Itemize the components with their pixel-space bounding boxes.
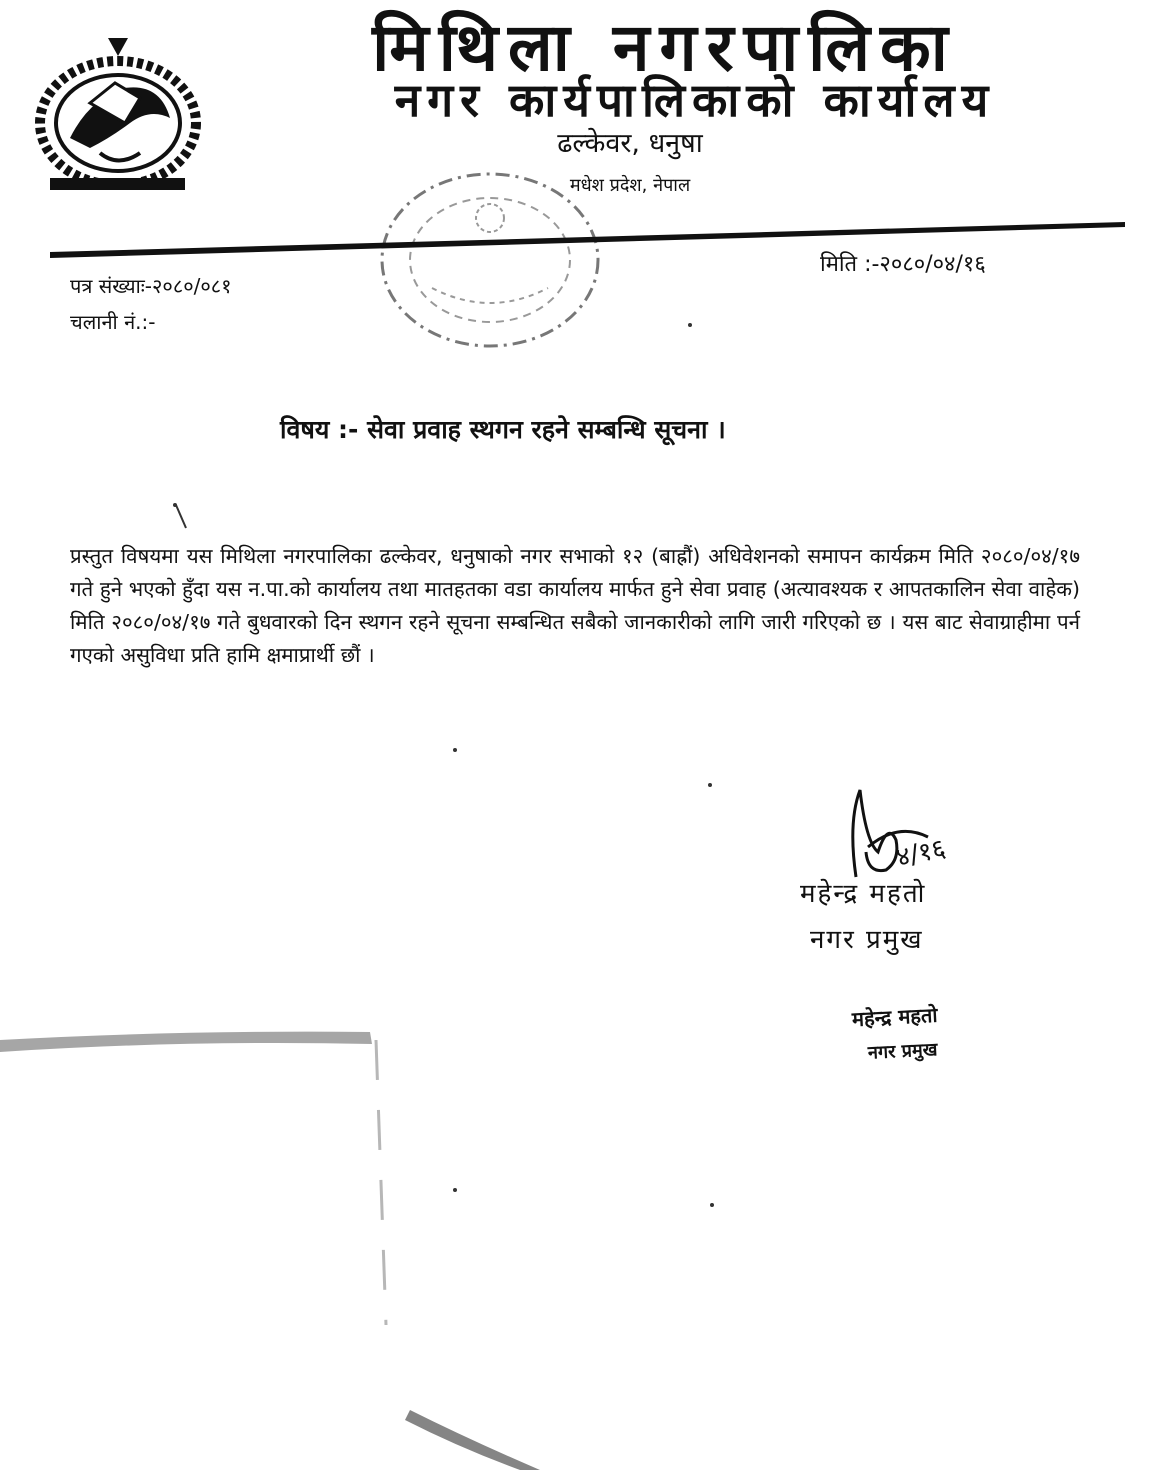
signer-title: नगर प्रमुख	[810, 925, 924, 955]
org-name: मिथिला नगरपालिका	[372, 9, 958, 86]
office-address: ढल्केवर, धनुषा	[557, 128, 703, 159]
letter-date: मिति :-२०८०/०४/१६	[820, 252, 986, 277]
signature-date: ४/१६	[893, 833, 949, 874]
handwritten-signature-icon	[838, 782, 988, 887]
subject-line: विषय :- सेवा प्रवाह स्थगन रहने सम्बन्धि सूचना ।	[280, 415, 726, 444]
signer-name: महेन्द्र महतो	[800, 879, 927, 909]
notice-body: प्रस्तुत विषयमा यस मिथिला नगरपालिका ढल्केवर, धनुषाको नगर सभाको १२ (बाह्रौं) अधिवेशनको समापन कार्यक्रम मिति २०८०/०४/१७ गते हुने भएको हुँदा यस न.पा.को कार्यालय तथा मातहतका वडा कार्यालय मार्फत हुने सेवा प्रवाह (अत्यावश्यक र आपतकालिन सेवा वाहेक) मिति २०८०/०४/१७ गते बुधवारको दिन स्थगन रहने सूचना सम्बन्धित सबैको जानकारीको लागि जारी गरिएको छ । यस बाट सेवाग्राहीमा पर्न गएको असुविधा प्रति हामि क्षमाप्रार्थी छौं ।	[70, 544, 1080, 667]
dispatch-number: चलानी नं.:-	[70, 310, 156, 334]
office-province: मधेश प्रदेश, नेपाल	[569, 175, 691, 196]
nepal-government-emblem-icon	[30, 28, 205, 193]
office-name: नगर कार्यपालिकाको कार्यालय	[394, 73, 996, 127]
name-stamp: महेन्द्र महतो	[851, 1002, 939, 1032]
title-stamp: नगर प्रमुख	[867, 1039, 938, 1064]
reference-number: पत्र संख्याः-२०८०/०८१	[70, 274, 232, 298]
